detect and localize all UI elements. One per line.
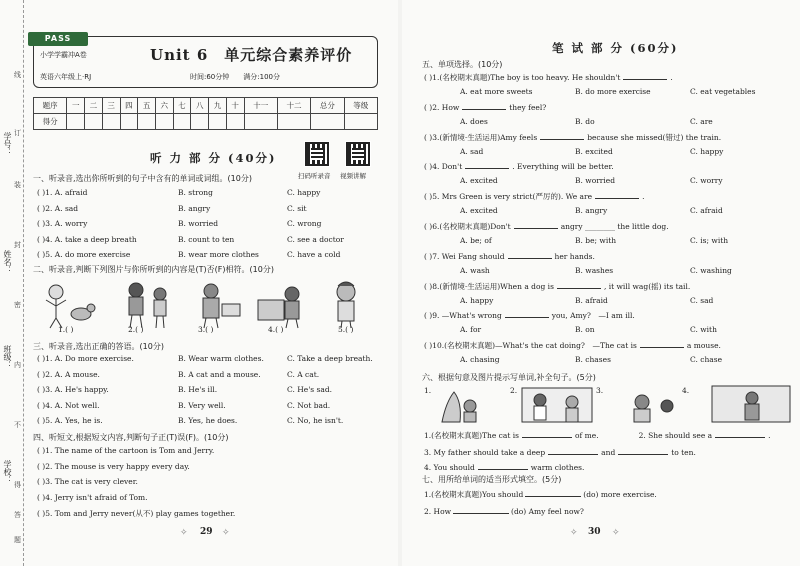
statement-item[interactable]: ( )5. Tom and Jerry never(从不) play games together. — [37, 509, 236, 518]
cut-mark: 密 — [14, 301, 21, 309]
question-tail: angry ________ the little dog. — [560, 222, 669, 231]
question-item[interactable]: ( )5. A. do more exercise — [37, 250, 131, 259]
question-item — [424, 251, 595, 261]
answer-blank[interactable] — [505, 310, 549, 318]
pass-logo: PASS — [28, 32, 88, 46]
answer-option[interactable]: B. on — [575, 325, 595, 335]
score-cell[interactable] — [155, 114, 173, 130]
question-item[interactable]: ( )5. A. Yes, he is. — [37, 416, 103, 425]
question-tail: . — [670, 73, 673, 82]
question-item — [424, 281, 690, 292]
score-entry-row — [34, 114, 378, 130]
score-header-cell: 二 — [85, 98, 103, 114]
question-item — [424, 161, 614, 171]
answer-option[interactable]: B. do — [575, 116, 595, 126]
score-header-cell: 八 — [191, 98, 209, 114]
answer-option[interactable]: B. chases — [575, 355, 611, 365]
page-title: Unit 6 单元综合素养评价 — [150, 46, 353, 64]
answer-blank[interactable] — [478, 462, 528, 470]
answer-option[interactable]: C. sad — [690, 295, 714, 305]
answer-option: C. A cat. — [287, 369, 320, 379]
answer-option[interactable]: B. worried — [575, 176, 616, 186]
picture-2 — [129, 283, 166, 328]
question-tail: you, Amy? —I am ill. — [551, 311, 635, 321]
cut-mark: 答 — [14, 511, 21, 519]
qr-code-audio[interactable] — [305, 142, 329, 166]
page-number-ornament-right: ✧ — [222, 528, 230, 538]
answer-blank[interactable] — [462, 102, 506, 110]
answer-option: C. No, he isn't. — [287, 416, 344, 425]
school-label: 学校： — [3, 460, 12, 484]
score-cell[interactable] — [138, 114, 156, 130]
line-text: 3. My father should take a deep — [424, 448, 546, 457]
line-text: 1.(名校期末真题)You should — [424, 490, 524, 499]
page-number-ornament-right: ✧ — [612, 528, 620, 538]
score-cell[interactable] — [191, 114, 209, 130]
answer-option[interactable]: A. does — [460, 116, 488, 126]
score-header-cell: 五 — [138, 98, 156, 114]
cut-mark: 内 — [14, 361, 21, 369]
score-cell[interactable] — [311, 114, 344, 130]
answer-blank[interactable] — [522, 430, 572, 438]
line-text: of me. — [574, 431, 599, 440]
question-stem: ( )5. Mrs Green is very strict(严厉的). We are — [424, 192, 593, 202]
name-label: 姓名： — [3, 250, 12, 274]
score-header-cell: 一 — [67, 98, 85, 114]
answer-option[interactable]: C. happy — [690, 146, 724, 156]
line-text: 2. How — [424, 507, 452, 516]
answer-option[interactable]: C. are — [690, 116, 713, 126]
question-tail: , it will wag(摇) its tail. — [603, 281, 691, 291]
score-cell[interactable] — [85, 114, 103, 130]
question-tail: they feel? — [509, 102, 547, 112]
answer-blank[interactable] — [557, 281, 601, 289]
section-3-title: 三、听录音,选出正确的答语。(10分) — [33, 342, 164, 351]
question-item — [424, 340, 721, 351]
section-7-title: 七、用所给单词的适当形式填空。(5分) — [422, 475, 562, 484]
answer-option[interactable]: B. be; with — [575, 236, 617, 245]
answer-option: C. Take a deep breath. — [287, 354, 373, 363]
score-cell[interactable] — [226, 114, 244, 130]
answer-option: B. count to ten — [178, 234, 235, 244]
section-6-title: 六、根据句意及图片提示写单词,补全句子。(5分) — [422, 373, 596, 382]
cut-mark: 不 — [14, 421, 21, 429]
score-cell[interactable] — [344, 114, 377, 130]
score-cell[interactable] — [67, 114, 85, 130]
answer-option[interactable]: C. eat vegetables — [690, 87, 756, 96]
score-header-cell: 九 — [209, 98, 227, 114]
picture-3 — [203, 284, 240, 328]
answer-blank[interactable] — [715, 430, 765, 438]
cut-mark: 题 — [14, 536, 21, 544]
statement-item[interactable]: ( )1. The name of the cartoon is Tom and Jerry. — [37, 446, 215, 455]
line-text: warm clothes. — [530, 463, 585, 472]
score-cell[interactable] — [244, 114, 277, 130]
answer-bracket[interactable]: 4.( ) — [268, 325, 284, 334]
answer-option: C. happy — [287, 188, 321, 197]
picture-4 — [258, 287, 299, 328]
picture-doctor — [522, 388, 592, 422]
answer-option[interactable]: A. sad — [460, 146, 484, 156]
section-1-title: 一、听录音,选出你所听到的句子中含有的单词或词组。(10分) — [33, 174, 252, 183]
answer-blank[interactable] — [623, 72, 667, 80]
answer-option: B. Wear warm clothes. — [178, 354, 264, 363]
student-id-label: 学号： — [3, 132, 12, 156]
picture-breath — [635, 395, 649, 409]
answer-option[interactable]: A. excited — [460, 206, 498, 216]
answer-option: B. wear more clothes — [178, 250, 259, 259]
question-stem: ( )6.(名校期末真题)Don't — [424, 222, 511, 231]
exam-meta: 时间:60分钟 满分:100分 — [190, 73, 280, 81]
score-cell[interactable] — [209, 114, 227, 130]
line-text: and — [601, 448, 616, 457]
section-4-title: 四、听短文,根据短文内容,判断句子正(T)误(F)。(10分) — [33, 433, 229, 442]
answer-bracket[interactable]: 1.( ) — [58, 325, 74, 334]
question-item — [424, 132, 721, 143]
section-2-title: 二、听录音,判断下列图片与你所听到的内容是(T)否(F)相符。(10分) — [33, 265, 274, 274]
statement-item[interactable]: ( )4. Jerry isn't afraid of Tom. — [37, 492, 148, 502]
answer-bracket[interactable]: 2.( ) — [128, 325, 144, 334]
answer-option[interactable]: C. afraid — [690, 206, 723, 216]
fill-in-line — [424, 506, 584, 516]
question-item — [424, 310, 635, 321]
score-cell[interactable] — [120, 114, 138, 130]
answer-option: C. see a doctor — [287, 234, 344, 244]
right-page — [402, 0, 800, 566]
answer-option[interactable]: A. eat more sweets — [460, 87, 533, 96]
score-header-cell: 三 — [102, 98, 120, 114]
question-item[interactable]: ( )3. A. He's happy. — [37, 385, 109, 394]
question-item[interactable]: ( )4. A. take a deep breath — [37, 234, 137, 244]
line-text: to ten. — [671, 448, 696, 457]
answer-option: B. strong — [178, 188, 213, 197]
question-stem: ( )1.(名校期末真题)The boy is too heavy. He shouldn't — [424, 73, 621, 82]
question-stem: ( )10.(名校期末真题)—What's the cat doing? —The cat is — [424, 341, 637, 351]
line-text: (do) Amy feel now? — [511, 507, 584, 516]
question-tail: her hands. — [554, 251, 595, 261]
answer-option: B. Very well. — [178, 400, 226, 410]
score-header-cell: 十一 — [244, 98, 277, 114]
answer-option: B. A cat and a mouse. — [178, 369, 261, 379]
question-item[interactable]: ( )2. A. A mouse. — [37, 369, 100, 379]
answer-blank[interactable] — [618, 447, 668, 455]
page-number: 30 — [588, 527, 601, 537]
picture-number: 2. — [510, 386, 518, 395]
answer-option: B. He's ill. — [178, 385, 218, 394]
line-text: . — [768, 431, 771, 440]
question-item[interactable]: ( )3. A. worry — [37, 219, 88, 228]
fill-in-line — [424, 447, 696, 457]
answer-option[interactable]: B. excited — [575, 146, 613, 156]
answer-option[interactable]: A. excited — [460, 176, 498, 186]
statement-item[interactable]: ( )3. The cat is very clever. — [37, 477, 138, 486]
answer-option[interactable]: B. angry — [575, 206, 608, 216]
answer-blank[interactable] — [525, 489, 581, 497]
section-5-title: 五、单项选择。(10分) — [422, 60, 503, 69]
page-number-ornament-left: ✧ — [180, 528, 188, 538]
score-row-label: 得分 — [34, 114, 67, 130]
question-item — [424, 102, 546, 112]
question-item — [424, 221, 669, 232]
answer-option[interactable]: C. chase — [690, 355, 723, 365]
score-header-row — [34, 98, 378, 114]
score-table — [33, 97, 378, 130]
cut-mark: 封 — [14, 241, 21, 249]
picture-number: 1. — [424, 386, 432, 395]
answer-blank[interactable] — [514, 221, 558, 229]
score-header-cell: 十 — [226, 98, 244, 114]
answer-blank[interactable] — [508, 251, 552, 259]
question-stem: ( )7. Wei Fang should — [424, 251, 505, 261]
answer-option[interactable]: A. chasing — [460, 355, 500, 365]
page-number: 29 — [200, 527, 213, 537]
line-text: 2. She should see a — [638, 431, 713, 440]
question-stem: ( )3.(新情境·生活运用)Amy feels — [424, 132, 538, 142]
cut-mark: 线 — [14, 71, 21, 79]
fill-in-line — [424, 462, 584, 472]
answer-option[interactable]: C. worry — [690, 176, 723, 186]
answer-option: B. angry — [178, 203, 211, 213]
answer-blank[interactable] — [453, 506, 509, 514]
answer-option: B. Yes, he does. — [178, 416, 238, 425]
fill-in-line — [424, 430, 771, 441]
qr-label-audio: 扫码听录音 — [298, 172, 331, 180]
answer-option: C. Not bad. — [287, 400, 331, 410]
line-text: 4. You should — [424, 463, 475, 472]
cut-mark: 得 — [14, 481, 21, 489]
picture-5 — [337, 282, 355, 328]
answer-option: B. worried — [178, 219, 219, 228]
question-item — [424, 191, 644, 202]
question-item[interactable]: ( )2. A. sad — [37, 203, 79, 213]
statement-item[interactable]: ( )2. The mouse is very happy every day. — [37, 461, 190, 471]
answer-bracket[interactable]: 3.( ) — [198, 325, 214, 334]
score-header-cell: 等级 — [344, 98, 377, 114]
score-cell[interactable] — [173, 114, 191, 130]
answer-option: C. He's sad. — [287, 385, 333, 394]
question-item[interactable]: ( )4. A. Not well. — [37, 400, 100, 410]
answer-option[interactable]: B. washes — [575, 265, 614, 275]
score-cell[interactable] — [102, 114, 120, 130]
answer-option[interactable]: A. happy — [460, 295, 494, 305]
picture-number: 3. — [596, 386, 604, 395]
question-tail: . Everything will be better. — [512, 162, 614, 172]
binding-gutter — [0, 0, 24, 566]
answer-option[interactable]: A. for — [460, 325, 482, 335]
series-name: 小学学霸冲A卷 — [40, 51, 87, 59]
question-stem: ( )8.(新情境·生活运用)When a dog is — [424, 281, 554, 291]
picture-scared-cat — [442, 392, 460, 422]
answer-option: C. have a cold — [287, 250, 341, 259]
score-header-cell: 四 — [120, 98, 138, 114]
answer-blank[interactable] — [540, 132, 584, 140]
answer-option[interactable]: C. with — [690, 325, 717, 335]
answer-blank[interactable] — [640, 340, 684, 348]
question-tail: because she missed(错过) the train. — [587, 132, 722, 142]
cut-mark: 订 — [14, 129, 21, 137]
score-header-cell: 六 — [155, 98, 173, 114]
answer-option: C. sit — [287, 203, 307, 213]
answer-blank[interactable] — [465, 161, 509, 169]
question-tail: . — [642, 192, 645, 202]
section-6-pictures — [422, 384, 792, 424]
question-item — [424, 72, 673, 83]
listening-pictures — [36, 276, 381, 332]
grade-label: 英语六年级上·RJ — [40, 73, 92, 81]
answer-option[interactable]: B. do more exercise — [575, 87, 651, 96]
answer-option[interactable]: C. is; with — [690, 236, 729, 245]
score-cell[interactable] — [277, 114, 310, 130]
score-header-cell: 七 — [173, 98, 191, 114]
left-page — [0, 0, 398, 566]
written-section-title: 笔 试 部 分 (60分) — [552, 41, 679, 55]
answer-blank[interactable] — [595, 191, 639, 199]
cut-mark: 装 — [14, 181, 21, 189]
score-header-cell: 十二 — [277, 98, 310, 114]
answer-option[interactable]: A. be; of — [460, 236, 492, 245]
answer-option[interactable]: A. wash — [460, 265, 490, 275]
score-header-cell: 题序 — [34, 98, 67, 114]
question-item[interactable]: ( )1. A. afraid — [37, 188, 88, 197]
picture-1 — [46, 285, 95, 328]
answer-option[interactable]: C. washing — [690, 265, 732, 275]
listening-section-title: 听 力 部 分 (40分) — [150, 151, 277, 165]
answer-option: C. wrong — [287, 219, 322, 228]
question-stem: ( )9. —What's wrong — [424, 311, 502, 321]
line-text: (do) more exercise. — [583, 490, 657, 499]
qr-code-video[interactable] — [346, 142, 370, 166]
line-text: 1.(名校期末真题)The cat is — [424, 431, 519, 440]
question-item[interactable]: ( )1. A. Do more exercise. — [37, 354, 134, 363]
answer-option[interactable]: B. afraid — [575, 295, 608, 305]
fill-in-line — [424, 489, 657, 500]
score-header-cell: 总分 — [311, 98, 344, 114]
picture-number: 4. — [682, 386, 690, 395]
answer-blank[interactable] — [548, 447, 598, 455]
question-stem: ( )4. Don't — [424, 162, 463, 172]
question-tail: a mouse. — [686, 341, 721, 351]
page-number-ornament-left: ✧ — [570, 528, 578, 538]
question-stem: ( )2. How — [424, 102, 460, 112]
qr-label-video: 视频讲解 — [340, 172, 366, 180]
answer-bracket[interactable]: 5.( ) — [338, 325, 354, 334]
class-label: 班级： — [3, 345, 12, 369]
